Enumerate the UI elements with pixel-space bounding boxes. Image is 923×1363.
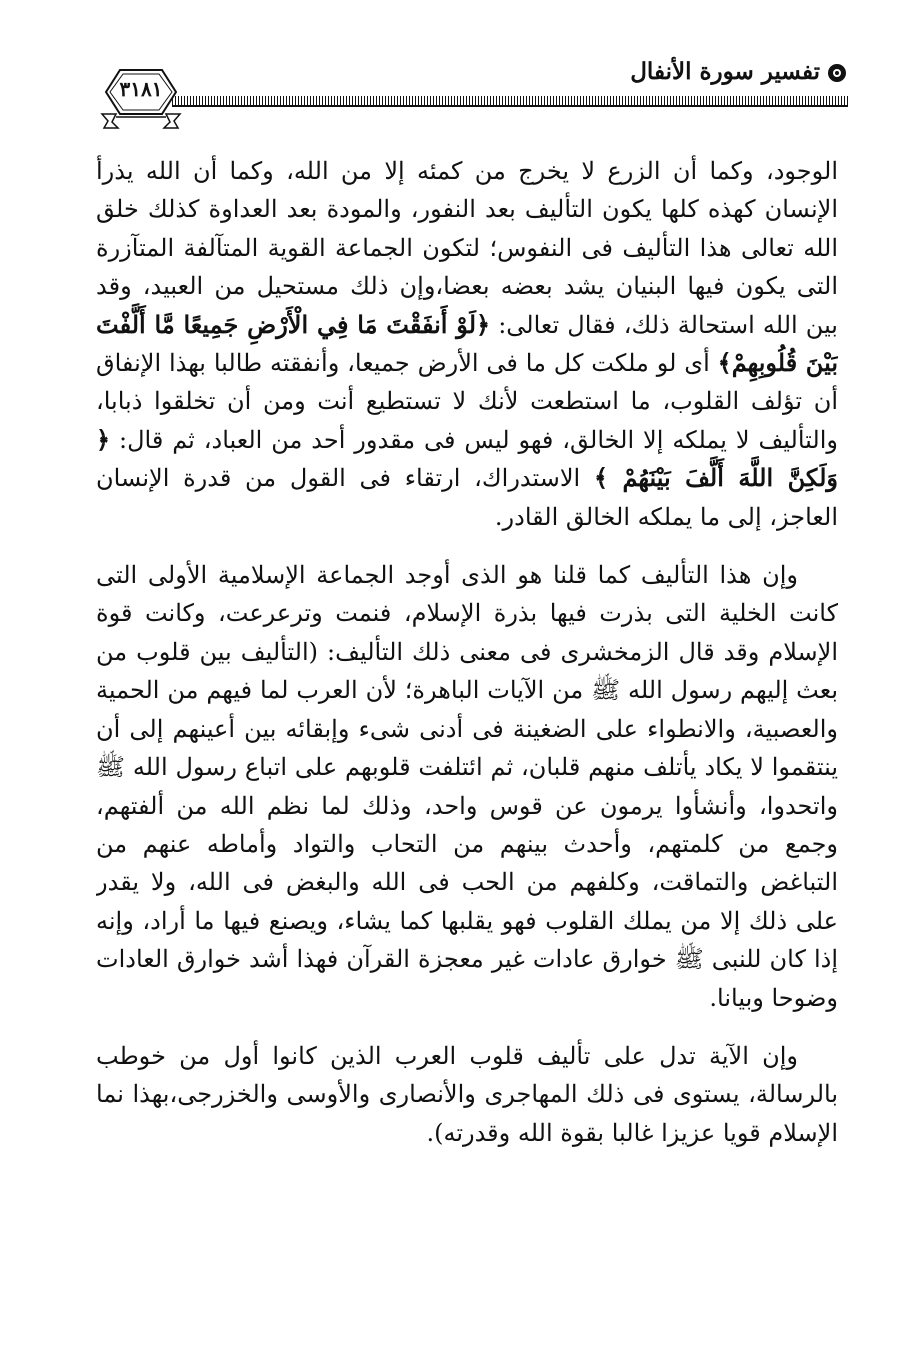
paragraph-1 <box>96 152 838 536</box>
paragraph-2: وإن هذا التأليف كما قلنا هو الذى أوجد الجماعة الإسلامية الأولى التى كانت الخلية التى بذرت فيها بذرة الإسلام، فنمت وترعرعت، وكانت قوة الإسلام وقد قال الزمخشرى فى معنى ذلك التأليف: (التأليف بين قلوب من بعث إليهم رسول الله ﷺ من الآيات الباهرة؛ لأن العرب لما فيهم من الحمية والعصبية، والانطواء على الضغينة فى أدنى شىء وإبقائه بين أعينهم إلى أن ينتقموا لا يكاد يأتلف منهم قلبان، ثم ائتلفت قلوبهم على اتباع رسول الله ﷺ واتحدوا، وأنشأوا يرمون عن قوس واحد، وذلك لما نظم الله من ألفتهم، وجمع من كلمتهم، وأحدث بينهم من التحاب والتواد وأماطه عنهم من التباغض والتماقت، وكلفهم من الحب فى الله والبغض فى الله، ولا يقدر على ذلك إلا من يملك القلوب فهو يقلبها كما يشاء، ويصنع فيها ما أراد، وإنه إذا كان للنبى ﷺ خوارق عادات غير معجزة القرآن فهذا أشد خوارق العادات وضوحا وبيانا. <box>96 561 838 1012</box>
title-ornament-icon <box>826 62 848 84</box>
paragraph-3: وإن الآية تدل على تأليف قلوب العرب الذين كانوا أول من خوطب بالرسالة، يستوى فى ذلك المهاجرى والأنصارى والأوسى والخزرجى،بهذا نما الإسلام قويا عزيزا غالبا بقوة الله وقدرته). <box>96 1041 838 1147</box>
paragraph-1-part-c: الاستدراك، ارتقاء فى القول من قدرة الإنسان العاجز، إلى ما يملكه الخالق القادر. <box>96 464 838 531</box>
paragraph-1-part-a: الوجود، وكما أن الزرع لا يخرج من كمئه إلا من الله، وكما أن الله يذرأ الإنسان كهذه كلها يكون التأليف بعد النفور، والمودة بعد العداوة كذلك خلق الله تعالى هذا التأليف فى النفوس؛ لتكون الجماعة القوية المتآلفة المتآزرة التى يكون فيها البنيان يشد بعضه بعضا،وإن ذلك مستحيل من العبيد، وقد بين الله استحالة ذلك، فقال تعالى: <box>96 157 838 339</box>
paragraph-gap <box>96 1017 838 1037</box>
header-rule <box>172 96 848 105</box>
page-number: ٣١٨١ <box>119 77 163 101</box>
surah-title: تفسير سورة الأنفال <box>630 58 820 85</box>
quran-verse-1: ﴿لَوْ أَنفَقْتَ مَا فِي الْأَرْضِ جَمِيعًا مَّا أَلَّفْتَ بَيْنَ قُلُوبِهِمْ﴾ <box>96 309 838 378</box>
paragraph-gap <box>96 536 838 556</box>
page-body <box>96 152 838 1312</box>
page-header <box>96 56 848 136</box>
header-rule-line <box>172 105 848 107</box>
paragraph-1-part-b: أى لو ملكت كل ما فى الأرض جميعا، وأنفقته طالبا بهذا الإنفاق أن تؤلف القلوب، ما استطعت لأنك لا تستطيع أنت ومن أن تخلقوا ذبابا، والتأليف لا يملكه إلا الخالق، فهو ليس فى مقدور أحد من العباد، ثم قال: <box>96 349 838 454</box>
quran-verse-2: ﴿ وَلَكِنَّ اللَّهَ أَلَّفَ بَيْنَهُمْ ﴾ <box>96 424 838 493</box>
